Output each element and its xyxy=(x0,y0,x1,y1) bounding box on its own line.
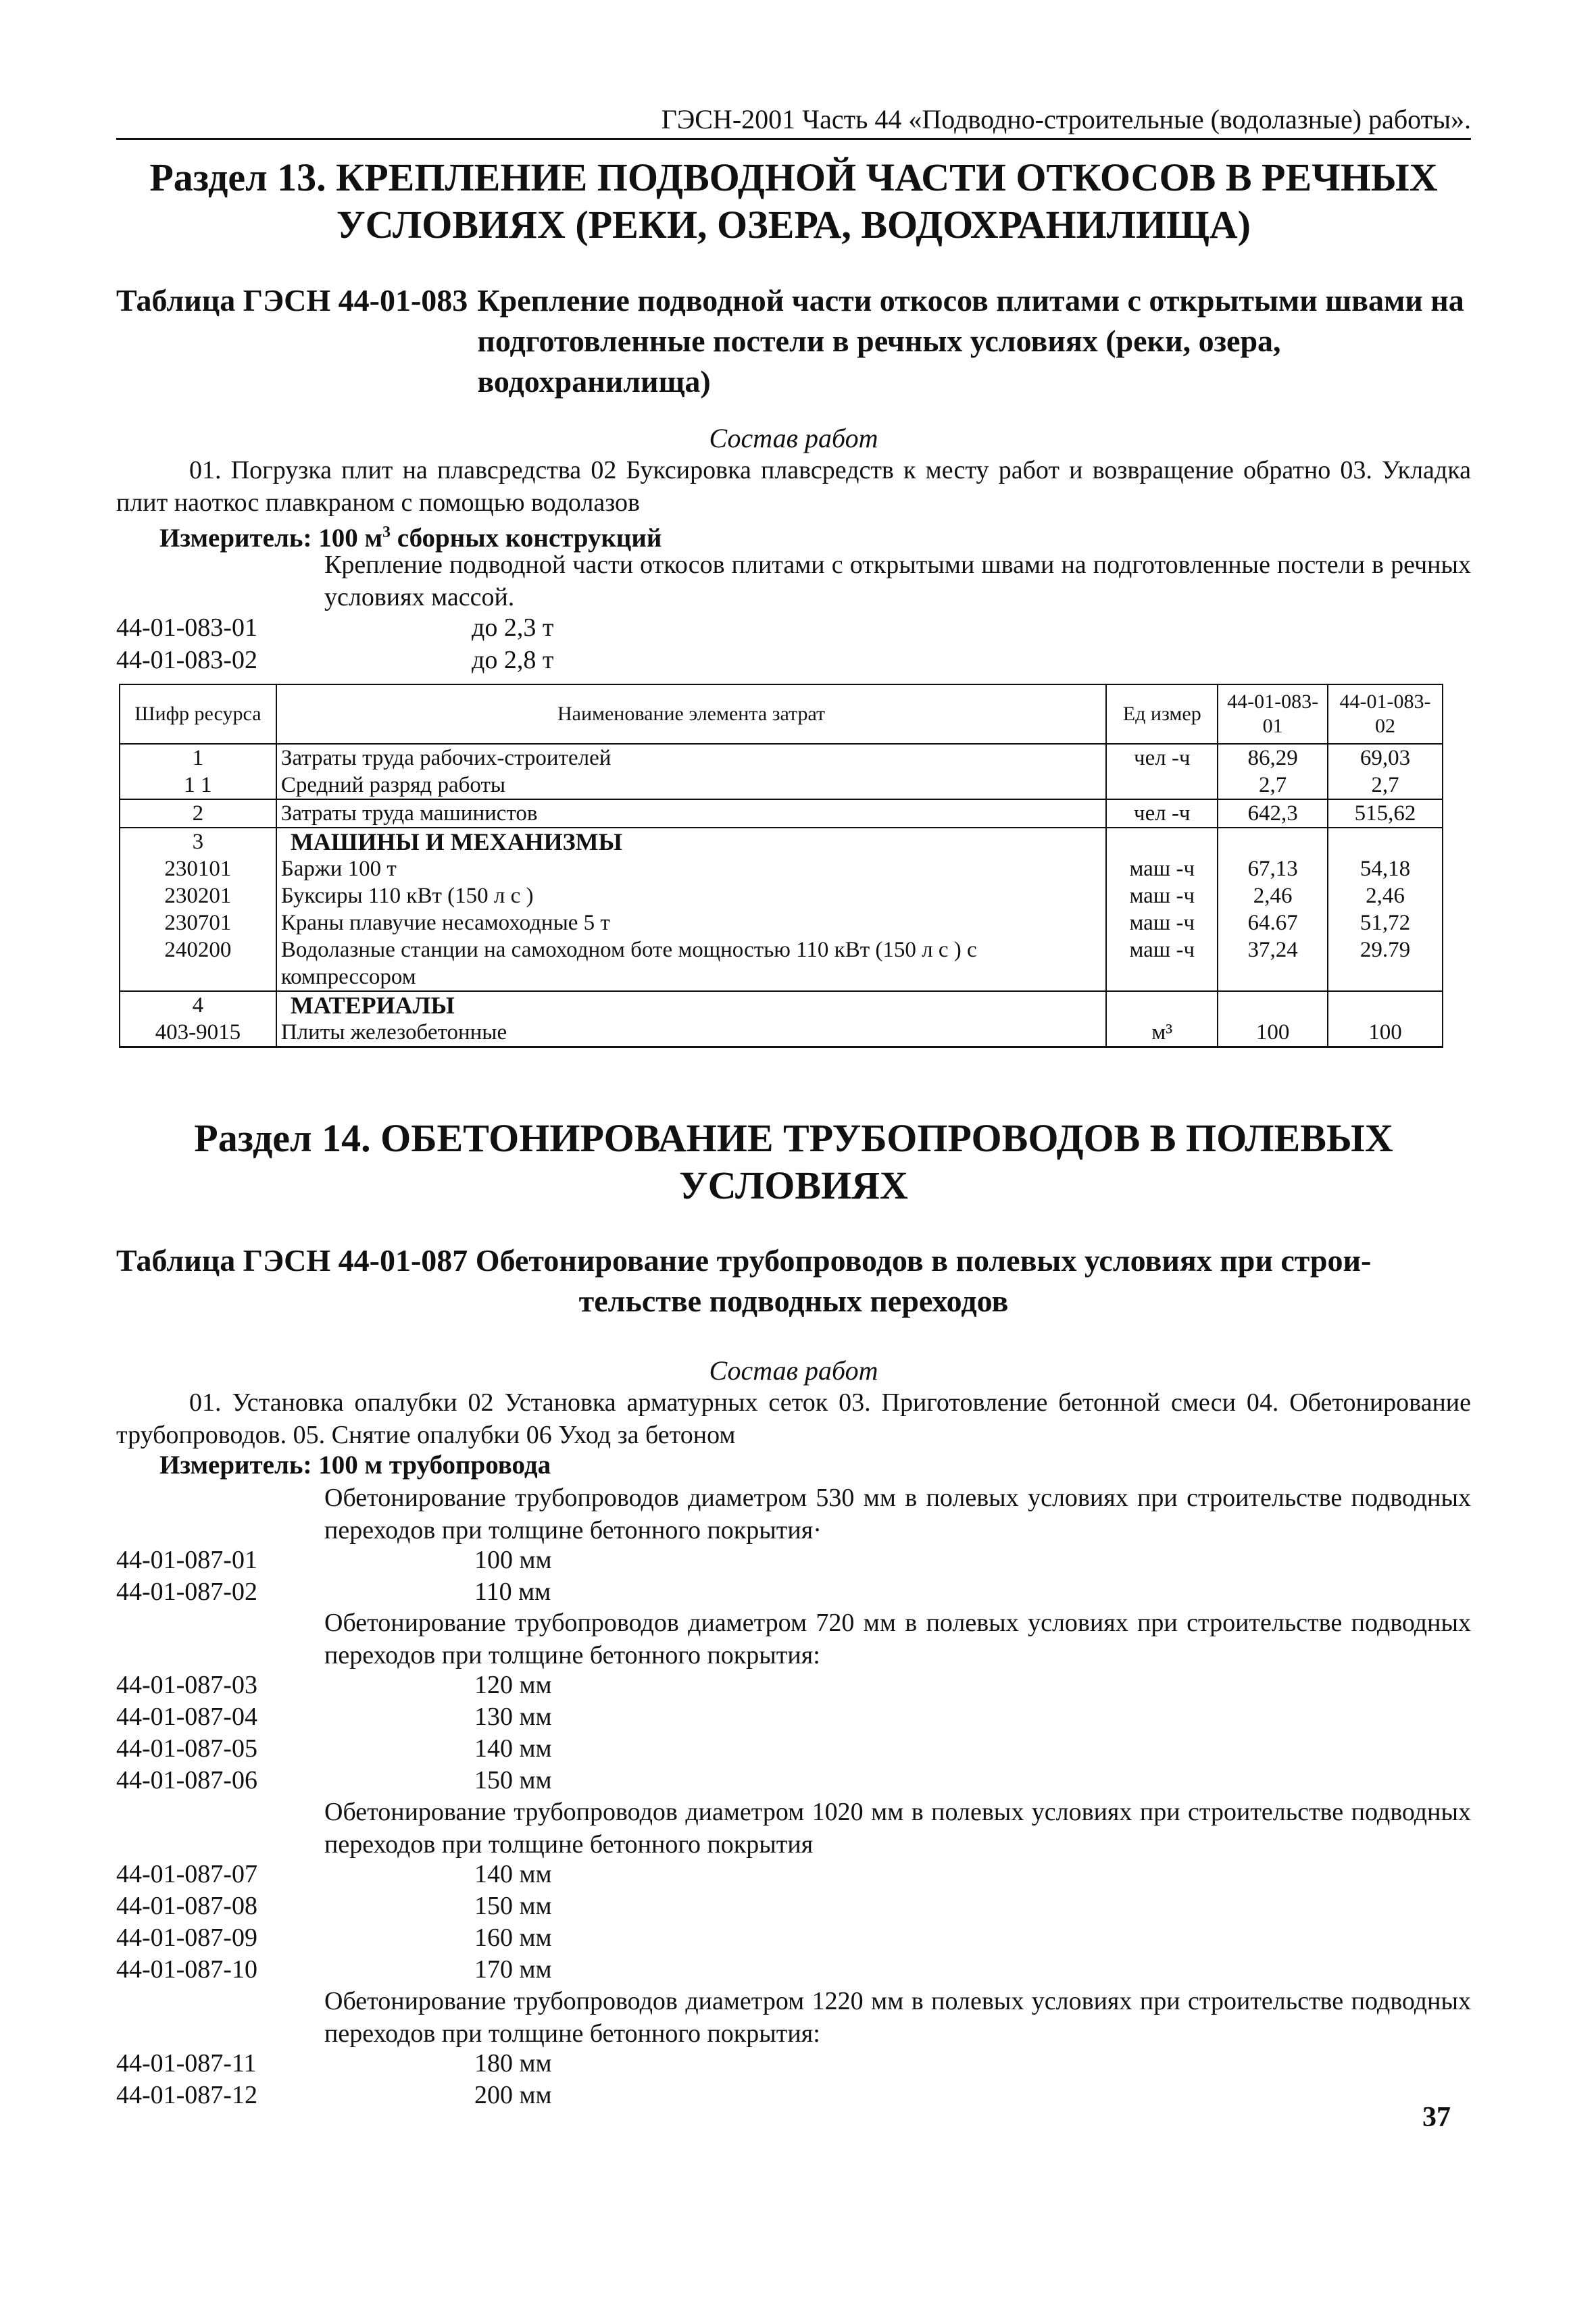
table-header-row xyxy=(120,684,1443,744)
composition-heading-083: Состав работ xyxy=(709,423,878,453)
norm-code: 44-01-087-05 xyxy=(116,1734,257,1763)
norm-value: 120 мм xyxy=(474,1671,552,1699)
cell-value-1: 86,29 xyxy=(1218,744,1328,772)
cell-value-2: 2,46 xyxy=(1328,882,1443,909)
cell-unit: маш -ч xyxy=(1106,909,1218,936)
header-col1: 44-01-083-01 xyxy=(1218,684,1328,744)
norm-row xyxy=(116,644,553,676)
cell-value-2 xyxy=(1328,828,1443,855)
table-083-caption xyxy=(116,280,1471,402)
description-087-1220: Обетонирование трубопроводов диаметром 1220 мм в полевых условиях при строительстве подводных переходов при толщине бетонного покрытия: xyxy=(324,1987,1471,2048)
cell-unit: маш -ч xyxy=(1106,936,1218,991)
cell-unit: чел -ч xyxy=(1106,744,1218,772)
norm-value: 160 мм xyxy=(474,1923,552,1952)
norm-value: 150 мм xyxy=(474,1892,552,1920)
norm-row xyxy=(116,1890,552,1922)
table-087-caption xyxy=(116,1240,1471,1322)
composition-text-087 xyxy=(116,1386,1471,1451)
header-name: Наименование элемента затрат xyxy=(276,684,1107,744)
cell-value-1: 64.67 xyxy=(1218,909,1328,936)
norm-value: 170 мм xyxy=(474,1955,552,1984)
table-row xyxy=(120,882,1443,909)
norm-row xyxy=(116,1764,552,1796)
section-14-title-line2: УСЛОВИЯХ xyxy=(679,1163,908,1207)
cell-code: 4 xyxy=(120,991,276,1019)
cell-code: 230701 xyxy=(120,909,276,936)
norm-code: 44-01-087-10 xyxy=(116,1955,257,1984)
cell-value-1: 37,24 xyxy=(1218,936,1328,991)
cell-name: Затраты труда машинистов xyxy=(276,799,1107,828)
norm-value: 110 мм xyxy=(474,1578,551,1606)
header-unit: Ед измер xyxy=(1106,684,1218,744)
cell-name: Затраты труда рабочих-строителей xyxy=(276,744,1107,772)
cell-code: 230101 xyxy=(120,855,276,882)
description-087-530: Обетонирование трубопроводов диаметром 530 мм в полевых условиях при строительстве подводных переходов при толщине бетонного покрытия· xyxy=(324,1484,1471,1544)
norm-value: 180 мм xyxy=(474,2049,552,2078)
cell-code: 1 xyxy=(120,744,276,772)
composition-heading-087: Состав работ xyxy=(709,1355,878,1386)
norm-code: 44-01-083-01 xyxy=(116,613,257,642)
norm-code: 44-01-087-09 xyxy=(116,1923,257,1952)
section-13-title xyxy=(116,154,1471,249)
cell-name-text: МАШИНЫ И МЕХАНИЗМЫ xyxy=(290,828,622,855)
table-row xyxy=(120,1019,1443,1047)
table-087-caption-line1: Таблица ГЭСН 44-01-087 Обетонирование трубопроводов в полевых условиях при строи- xyxy=(116,1243,1372,1278)
cell-unit: чел -ч xyxy=(1106,799,1218,828)
table-row xyxy=(120,991,1443,1019)
cell-code: 230201 xyxy=(120,882,276,909)
norm-code: 44-01-087-08 xyxy=(116,1892,257,1920)
measure-083-label: Измеритель: xyxy=(159,524,312,553)
cell-value-1: 100 xyxy=(1218,1019,1328,1047)
norm-value: 200 мм xyxy=(474,2081,552,2109)
table-row xyxy=(120,936,1443,991)
norm-code: 44-01-087-11 xyxy=(116,2049,257,2078)
table-row xyxy=(120,744,1443,772)
cell-name: Водолазные станции на самоходном боте мощностью 110 кВт (150 л с ) с компрессором xyxy=(276,936,1107,991)
table-row xyxy=(120,772,1443,799)
norm-value: 100 мм xyxy=(474,1546,552,1574)
section-14-title-line1: Раздел 14. ОБЕТОНИРОВАНИЕ ТРУБОПРОВОДОВ В ПОЛЕВЫХ xyxy=(194,1116,1393,1160)
table-row xyxy=(120,909,1443,936)
norm-code: 44-01-087-04 xyxy=(116,1703,257,1731)
description-083: Крепление подводной части откосов плитами с открытыми швами на подготовленные постели в речных условиях массой. xyxy=(324,551,1471,611)
table-083-label: Таблица ГЭСН 44-01-083 xyxy=(116,283,468,318)
norm-code: 44-01-087-06 xyxy=(116,1766,257,1794)
norm-row xyxy=(116,1953,552,1986)
cell-code: 403-9015 xyxy=(120,1019,276,1047)
description-087-720: Обетонирование трубопроводов диаметром 720 мм в полевых условиях при строительстве подводных переходов при толщине бетонного покрытия: xyxy=(324,1609,1471,1669)
cell-value-2: 51,72 xyxy=(1328,909,1443,936)
composition-text-083 xyxy=(116,454,1471,519)
cell-unit: м³ xyxy=(1106,1019,1218,1047)
norm-code: 44-01-083-02 xyxy=(116,646,257,674)
cell-code: 2 xyxy=(120,799,276,828)
measure-083-tail: сборных конструкций xyxy=(391,524,662,553)
cell-name: Краны плавучие несамоходные 5 т xyxy=(276,909,1107,936)
cell-unit xyxy=(1106,828,1218,855)
cell-name xyxy=(276,828,1107,855)
cell-code: 240200 xyxy=(120,936,276,991)
table-087-caption-line2: тельстве подводных переходов xyxy=(578,1284,1009,1318)
section-14-title xyxy=(116,1115,1471,1209)
table-row xyxy=(120,855,1443,882)
cell-value-2: 69,03 xyxy=(1328,744,1443,772)
norm-value: до 2,8 т xyxy=(472,646,554,674)
cell-code: 3 xyxy=(120,828,276,855)
table-row xyxy=(120,799,1443,828)
norm-code: 44-01-087-02 xyxy=(116,1578,257,1606)
norm-value: 130 мм xyxy=(474,1703,552,1731)
cell-value-1 xyxy=(1218,991,1328,1019)
cell-unit xyxy=(1106,991,1218,1019)
cell-value-2 xyxy=(1328,991,1443,1019)
norm-row xyxy=(116,1544,552,1576)
norm-row xyxy=(116,2047,552,2080)
measure-087-value: 100 м трубопровода xyxy=(318,1451,551,1480)
norm-value: 140 мм xyxy=(474,1734,552,1763)
cell-value-2: 515,62 xyxy=(1328,799,1443,828)
header-col2: 44-01-083-02 xyxy=(1328,684,1443,744)
cell-value-1: 642,3 xyxy=(1218,799,1328,828)
cell-value-2: 54,18 xyxy=(1328,855,1443,882)
norm-row xyxy=(116,611,553,644)
cell-code: 1 1 xyxy=(120,772,276,799)
description-087-1020: Обетонирование трубопроводов диаметром 1020 мм в полевых условиях при строительстве подводных переходов при толщине бетонного покрытия xyxy=(324,1798,1471,1859)
cell-unit: маш -ч xyxy=(1106,882,1218,909)
measure-083-sup: 3 xyxy=(382,524,391,541)
table-row xyxy=(120,828,1443,855)
measure-083-value: 100 м xyxy=(318,524,383,553)
running-header: ГЭСН-2001 Часть 44 «Подводно-строительные (водолазные) работы». xyxy=(116,103,1471,140)
cell-value-1: 2,7 xyxy=(1218,772,1328,799)
norm-code: 44-01-087-12 xyxy=(116,2081,257,2109)
norm-code: 44-01-087-01 xyxy=(116,1546,257,1574)
cell-value-1: 2,46 xyxy=(1218,882,1328,909)
cell-value-2: 100 xyxy=(1328,1019,1443,1047)
table-083-caption-text: Крепление подводной части откосов плитами с открытыми швами на подготовленные постели в речных условиях (реки, озера, водохранилища) xyxy=(477,283,1464,399)
norm-row xyxy=(116,1858,552,1890)
cell-unit xyxy=(1106,772,1218,799)
cell-unit: маш -ч xyxy=(1106,855,1218,882)
norm-row xyxy=(116,2079,552,2111)
section-13-title-line2: УСЛОВИЯХ (РЕКИ, ОЗЕРА, ВОДОХРАНИЛИЩА) xyxy=(336,203,1251,247)
norm-row xyxy=(116,1921,552,1954)
measure-087 xyxy=(159,1449,551,1482)
cell-name: Средний разряд работы xyxy=(276,772,1107,799)
cell-value-1 xyxy=(1218,828,1328,855)
section-13-title-line1: Раздел 13. КРЕПЛЕНИЕ ПОДВОДНОЙ ЧАСТИ ОТКОСОВ В РЕЧНЫХ xyxy=(149,155,1438,199)
header-code: Шифр ресурса xyxy=(120,684,276,744)
norm-row xyxy=(116,1701,552,1733)
composition-text-087-body: 01. Установка опалубки 02 Установка арматурных сеток 03. Приготовление бетонной смеси 04. Обетонирование трубопроводов. 05. Снятие опалубки 06 Уход за бетоном xyxy=(116,1388,1471,1449)
cell-name: Плиты железобетонные xyxy=(276,1019,1107,1047)
cell-name: Буксиры 110 кВт (150 л с ) xyxy=(276,882,1107,909)
resource-table xyxy=(119,684,1443,1048)
norm-row xyxy=(116,1669,552,1701)
norm-row xyxy=(116,1732,552,1765)
cell-name-text: МАТЕРИАЛЫ xyxy=(290,992,455,1019)
composition-text-083-body: 01. Погрузка плит на плавсредства 02 Буксировка плавсредств к месту работ и возвращение обратно 03. Укладка плит наоткос плавкраном с помощью водолазов xyxy=(116,456,1471,517)
cell-value-2: 29.79 xyxy=(1328,936,1443,991)
norm-value: до 2,3 т xyxy=(472,613,554,642)
norm-row xyxy=(116,1576,551,1608)
measure-087-label: Измеритель: xyxy=(159,1451,312,1480)
cell-value-2: 2,7 xyxy=(1328,772,1443,799)
page-number: 37 xyxy=(1422,2102,1451,2133)
norm-code: 44-01-087-07 xyxy=(116,1860,257,1888)
cell-value-1: 67,13 xyxy=(1218,855,1328,882)
norm-value: 150 мм xyxy=(474,1766,552,1794)
norm-code: 44-01-087-03 xyxy=(116,1671,257,1699)
cell-name xyxy=(276,991,1107,1019)
norm-value: 140 мм xyxy=(474,1860,552,1888)
cell-name: Баржи 100 т xyxy=(276,855,1107,882)
